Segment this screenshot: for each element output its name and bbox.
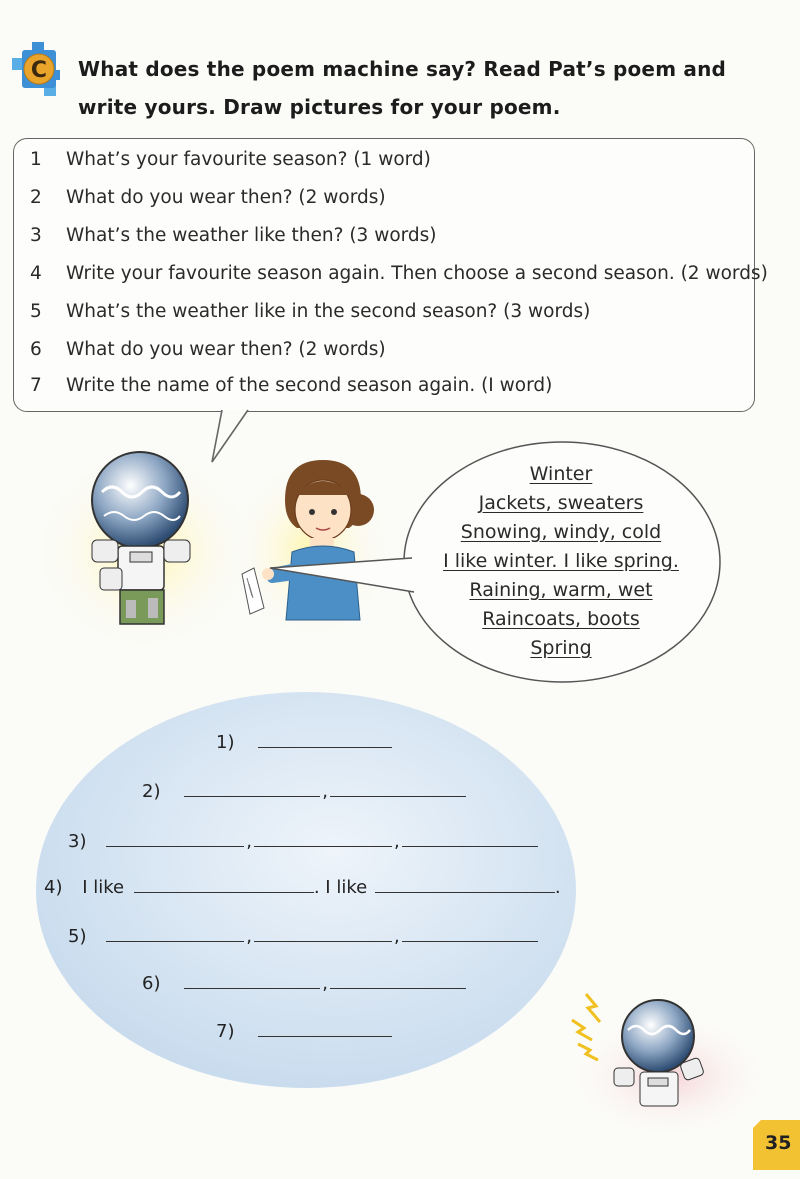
section-badge-icon — [10, 40, 70, 102]
instruction-line-2: write yours. Draw pictures for your poem. — [78, 95, 561, 119]
poem-write-line-2 — [142, 781, 466, 802]
comma: , — [246, 831, 252, 852]
poem-write-line-4 — [44, 877, 561, 898]
question-number: 6 — [30, 339, 42, 360]
line-number: 1) — [216, 732, 235, 753]
line-number: 5) — [68, 926, 87, 947]
poem-text — [418, 460, 704, 663]
comma: , — [322, 781, 328, 802]
comma: , — [322, 973, 328, 994]
answer-blank[interactable] — [330, 974, 466, 989]
poem-line: Raining, warm, wet — [469, 579, 653, 601]
comma: , — [246, 926, 252, 947]
question-text: What’s your favourite season? (1 word) — [66, 149, 431, 170]
comma: , — [393, 926, 400, 947]
answer-blank[interactable] — [134, 878, 314, 893]
robot-and-girl-illustration — [40, 440, 430, 650]
question-text: What’s the weather like then? (3 words) — [66, 225, 437, 246]
answer-blank[interactable] — [184, 782, 320, 797]
poem-write-line-7 — [216, 1021, 392, 1042]
poem-line: Raincoats, boots — [482, 608, 640, 630]
instruction-line-1: What does the poem machine say? Read Pat’s poem and — [78, 57, 727, 81]
period: . — [554, 877, 561, 898]
answer-blank[interactable] — [184, 974, 320, 989]
question-text: What do you wear then? (2 words) — [66, 187, 386, 208]
question-text: Write your favourite season again. Then choose a second season. (2 words) — [66, 263, 768, 284]
poem-line: Winter — [529, 463, 593, 485]
question-number: 2 — [30, 187, 42, 208]
line-number: 2) — [142, 781, 161, 802]
answer-blank[interactable] — [254, 832, 392, 847]
question-number: 1 — [30, 149, 42, 170]
answer-blank[interactable] — [402, 927, 538, 942]
question-box — [13, 138, 768, 412]
question-number: 7 — [30, 375, 42, 396]
small-robot-illustration — [570, 980, 770, 1130]
line-number: 4) — [44, 877, 63, 898]
question-number: 5 — [30, 301, 42, 322]
poem-write-line-5 — [68, 926, 538, 947]
answer-blank[interactable] — [330, 782, 466, 797]
poem-line: Snowing, windy, cold — [460, 521, 662, 543]
page-number: 35 — [765, 1132, 792, 1154]
badge-letter: C — [30, 58, 48, 83]
line-text: . I like — [313, 877, 368, 898]
comma: , — [393, 831, 400, 852]
line-text: I like — [82, 877, 125, 898]
line-number: 6) — [142, 973, 161, 994]
poem-write-line-3 — [68, 831, 538, 852]
exercise-instruction — [78, 50, 778, 126]
answer-blank[interactable] — [106, 832, 244, 847]
answer-blank[interactable] — [375, 878, 555, 893]
poem-write-line-1 — [216, 732, 392, 753]
question-number: 3 — [30, 225, 42, 246]
poem-write-line-6 — [142, 973, 466, 994]
answer-blank[interactable] — [402, 832, 538, 847]
question-text: What’s the weather like in the second season? (3 words) — [66, 301, 591, 322]
poem-line: Jackets, sweaters — [478, 492, 644, 514]
poem-line: I like winter. I like spring. — [443, 550, 679, 572]
answer-blank[interactable] — [258, 733, 392, 748]
line-number: 3) — [68, 831, 87, 852]
answer-blank[interactable] — [106, 927, 244, 942]
line-number: 7) — [216, 1021, 235, 1042]
question-text: Write the name of the second season again. (I word) — [66, 375, 553, 396]
page-number-tab — [753, 1120, 800, 1170]
question-text: What do you wear then? (2 words) — [66, 339, 386, 360]
answer-blank[interactable] — [254, 927, 392, 942]
poem-line: Spring — [530, 637, 592, 659]
answer-blank[interactable] — [258, 1022, 392, 1037]
question-number: 4 — [30, 263, 42, 284]
